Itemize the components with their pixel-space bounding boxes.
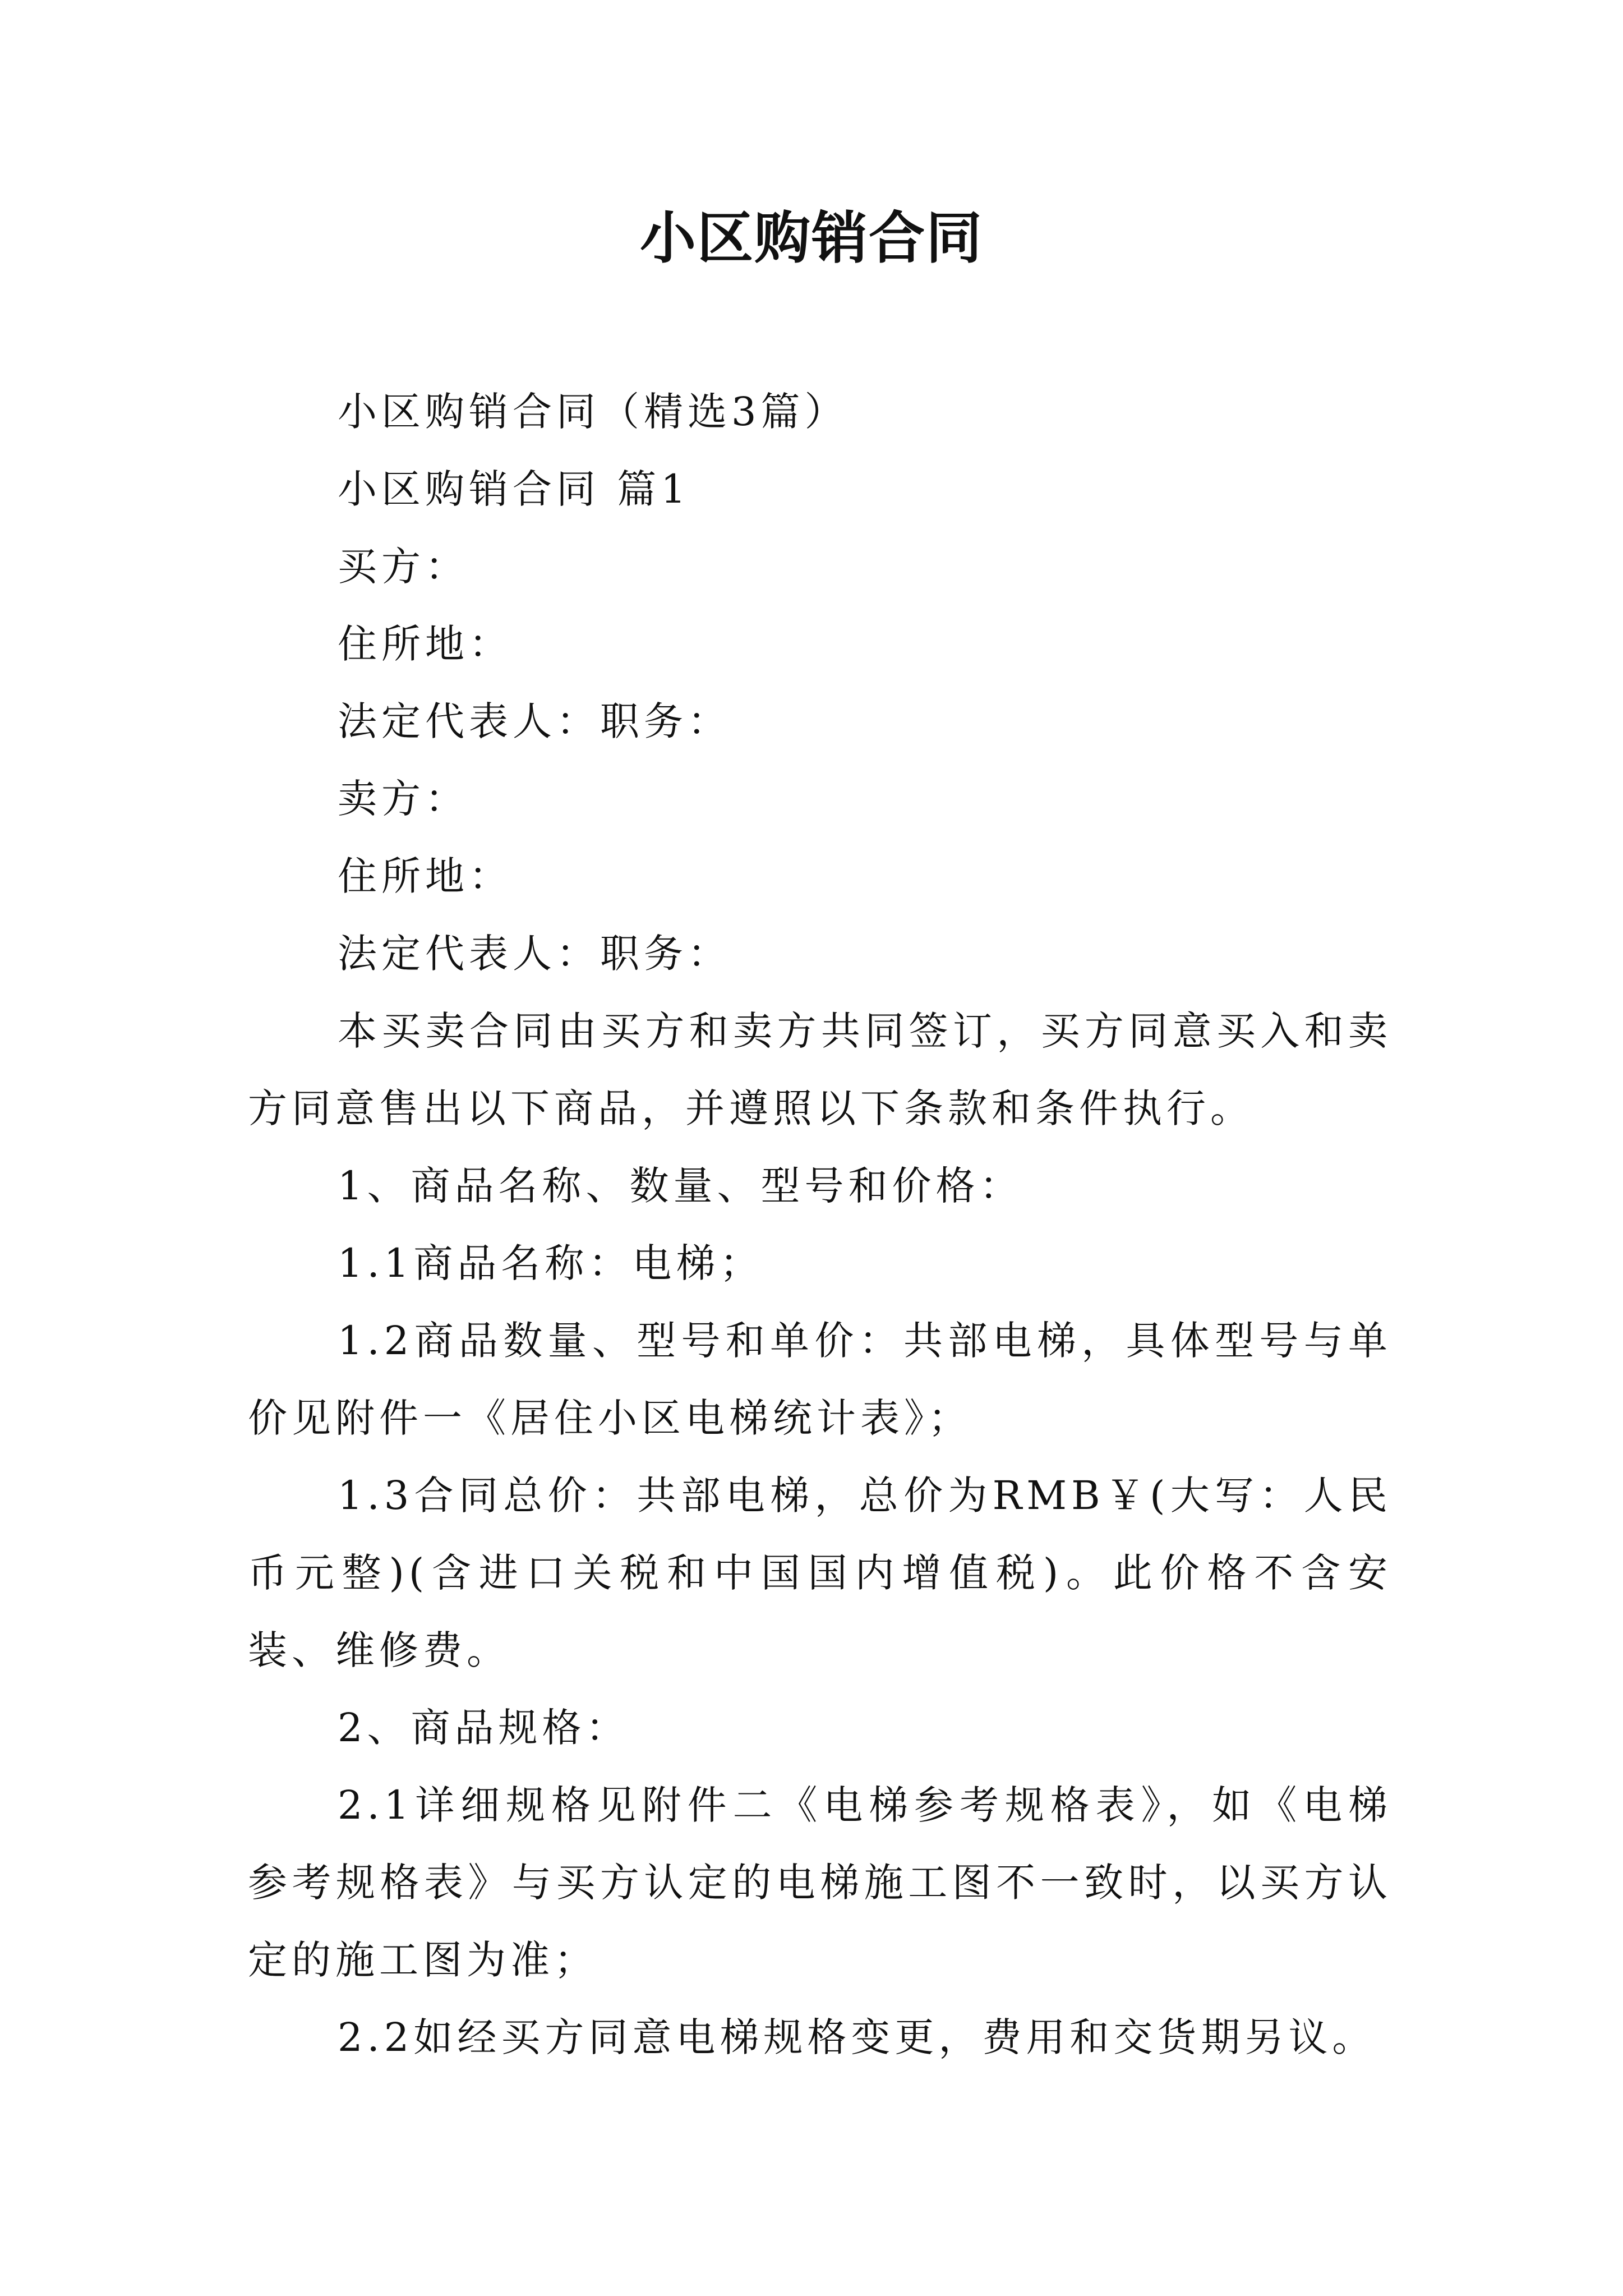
paragraph-seller-address: 住所地： [338, 853, 513, 899]
paragraph-seller-representative: 法定代表人：职务： [338, 931, 731, 977]
paragraph-clause-1-3: 1.3合同总价：共部电梯，总价为RMB￥(大写：人民币元整)(含进口关税和中国国内增值税)。此价格不含安装、维修费。 [248, 1473, 1392, 1673]
document-title: 小区购销合同 [640, 205, 983, 271]
paragraph-clause-1-1: 1.1商品名称：电梯； [338, 1240, 764, 1286]
paragraph-section-heading: 小区购销合同 篇1 [338, 466, 690, 512]
paragraph-subtitle: 小区购销合同（精选3篇） [338, 389, 849, 435]
paragraph-buyer-representative: 法定代表人：职务： [338, 698, 731, 744]
paragraph-buyer: 买方： [338, 544, 469, 590]
paragraph-clause-2-1: 2.1详细规格见附件二《电梯参考规格表》，如《电梯参考规格表》与买方认定的电梯施工图不一致时，以买方认定的施工图为准； [248, 1782, 1392, 1983]
paragraph-clause-1: 1、商品名称、数量、型号和价格： [338, 1163, 1023, 1209]
paragraph-clause-2-2: 2.2如经买方同意电梯规格变更，费用和交货期另议。 [338, 2014, 1376, 2060]
paragraph-buyer-address: 住所地： [338, 621, 513, 667]
paragraph-seller: 卖方： [338, 776, 469, 822]
paragraph-preamble: 本买卖合同由买方和卖方共同签订，买方同意买入和卖方同意售出以下商品，并遵照以下条款和条件执行。 [248, 1008, 1392, 1131]
document-body [248, 373, 1392, 2076]
paragraph-clause-1-2: 1.2商品数量、型号和单价：共部电梯，具体型号与单价见附件一《居住小区电梯统计表》； [248, 1318, 1392, 1441]
paragraph-clause-2: 2、商品规格： [338, 1705, 630, 1751]
